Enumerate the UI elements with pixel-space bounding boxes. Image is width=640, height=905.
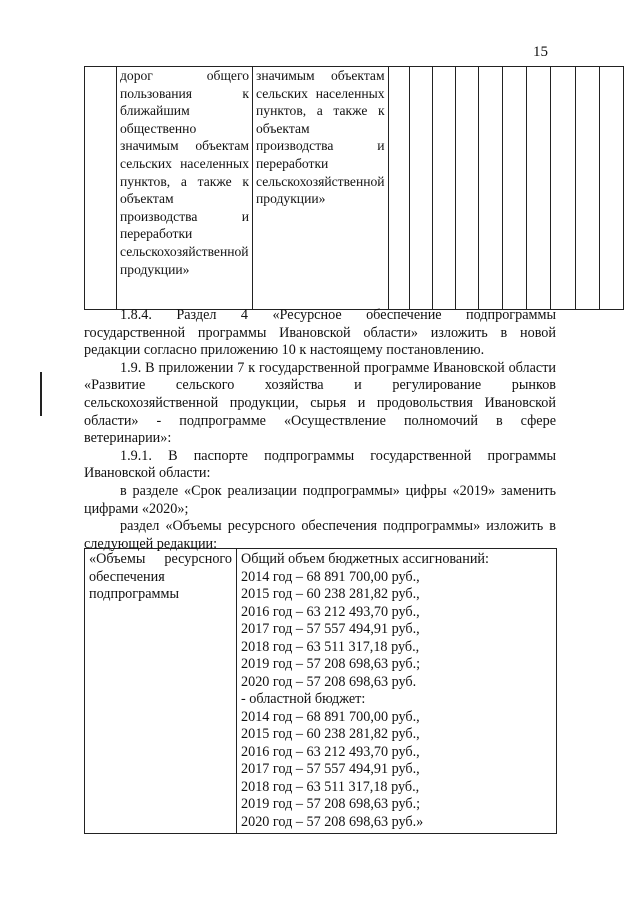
resource-line: 2017 год – 57 557 494,91 руб., (241, 761, 420, 777)
table-cell-empty (599, 67, 623, 310)
table-cell-empty (432, 67, 455, 310)
paragraph-1-9-1: 1.9.1. В паспорте подпрограммы государственной программы Ивановской области: (84, 447, 556, 482)
table-cell-empty (502, 67, 526, 310)
resource-values (237, 549, 557, 834)
body-text (84, 307, 556, 553)
table-cell-description: дорог общего пользования к ближайшим общественно значимым объектам сельских населенных пунктов, а также к объектам производства и переработки сельскохозяйственной продукции» (117, 67, 253, 310)
table-cell-empty (575, 67, 599, 310)
resource-table (84, 548, 557, 834)
resource-line: 2018 год – 63 511 317,18 руб., (241, 638, 420, 655)
resource-line: 2016 год – 63 212 493,70 руб., (241, 603, 420, 620)
table-cell-number (85, 67, 117, 310)
resource-line: 2020 год – 57 208 698,63 руб. (241, 673, 417, 690)
paragraph-period: в разделе «Срок реализации подпрограммы» цифры «2019» заменить цифрами «2020»; (84, 482, 556, 517)
continuation-table (84, 66, 624, 310)
resource-line: 2015 год – 60 238 281,82 руб., (241, 586, 420, 602)
resource-line: 2020 год – 57 208 698,63 руб.» (241, 813, 424, 830)
paragraph-1-8-4: 1.8.4. Раздел 4 «Ресурсное обеспечение подпрограммы государственной программы Ивановской области» изложить в новой редакции согласно приложению 10 к настоящему постановлению. (84, 307, 556, 359)
resource-line: 2016 год – 63 212 493,70 руб., (241, 743, 420, 760)
table-cell-empty (388, 67, 409, 310)
resource-line: 2014 год – 68 891 700,00 руб., (241, 708, 420, 725)
table-cell-empty (550, 67, 575, 310)
resource-line: 2019 год – 57 208 698,63 руб.; (241, 656, 421, 672)
table-cell-empty (455, 67, 478, 310)
resource-label: «Объемы ресурсного обеспечения подпрограммы (85, 549, 237, 834)
resource-line: Общий объем бюджетных ассигнований: (241, 551, 489, 567)
page-number: 15 (533, 44, 548, 60)
table-cell-empty (409, 67, 432, 310)
resource-line: 2019 год – 57 208 698,63 руб.; (241, 796, 421, 812)
table-cell-empty (478, 67, 502, 310)
resource-line: - областной бюджет: (241, 691, 366, 707)
resource-line: 2017 год – 57 557 494,91 руб., (241, 621, 420, 637)
table-cell-objects: значимым объектам сельских населенных пунктов, а также к объектам производства и переработки сельскохозяйственной продукции» (253, 67, 389, 310)
paragraph-1-9: 1.9. В приложении 7 к государственной программе Ивановской области «Развитие сельского хозяйства и регулирование рынков сельскохозяйственной продукции, сырья и продовольствия Ивановской области» - подпрограмме «Осуществление полномочий в сфере ветеринарии»: (84, 359, 556, 447)
margin-mark (40, 372, 42, 416)
resource-line: 2014 год – 68 891 700,00 руб., (241, 568, 420, 585)
resource-line: 2015 год – 60 238 281,82 руб., (241, 726, 420, 742)
table-cell-empty (526, 67, 550, 310)
paragraph-volumes: раздел «Объемы ресурсного обеспечения подпрограммы» изложить в следующей редакции: (84, 518, 556, 552)
resource-line: 2018 год – 63 511 317,18 руб., (241, 778, 420, 795)
